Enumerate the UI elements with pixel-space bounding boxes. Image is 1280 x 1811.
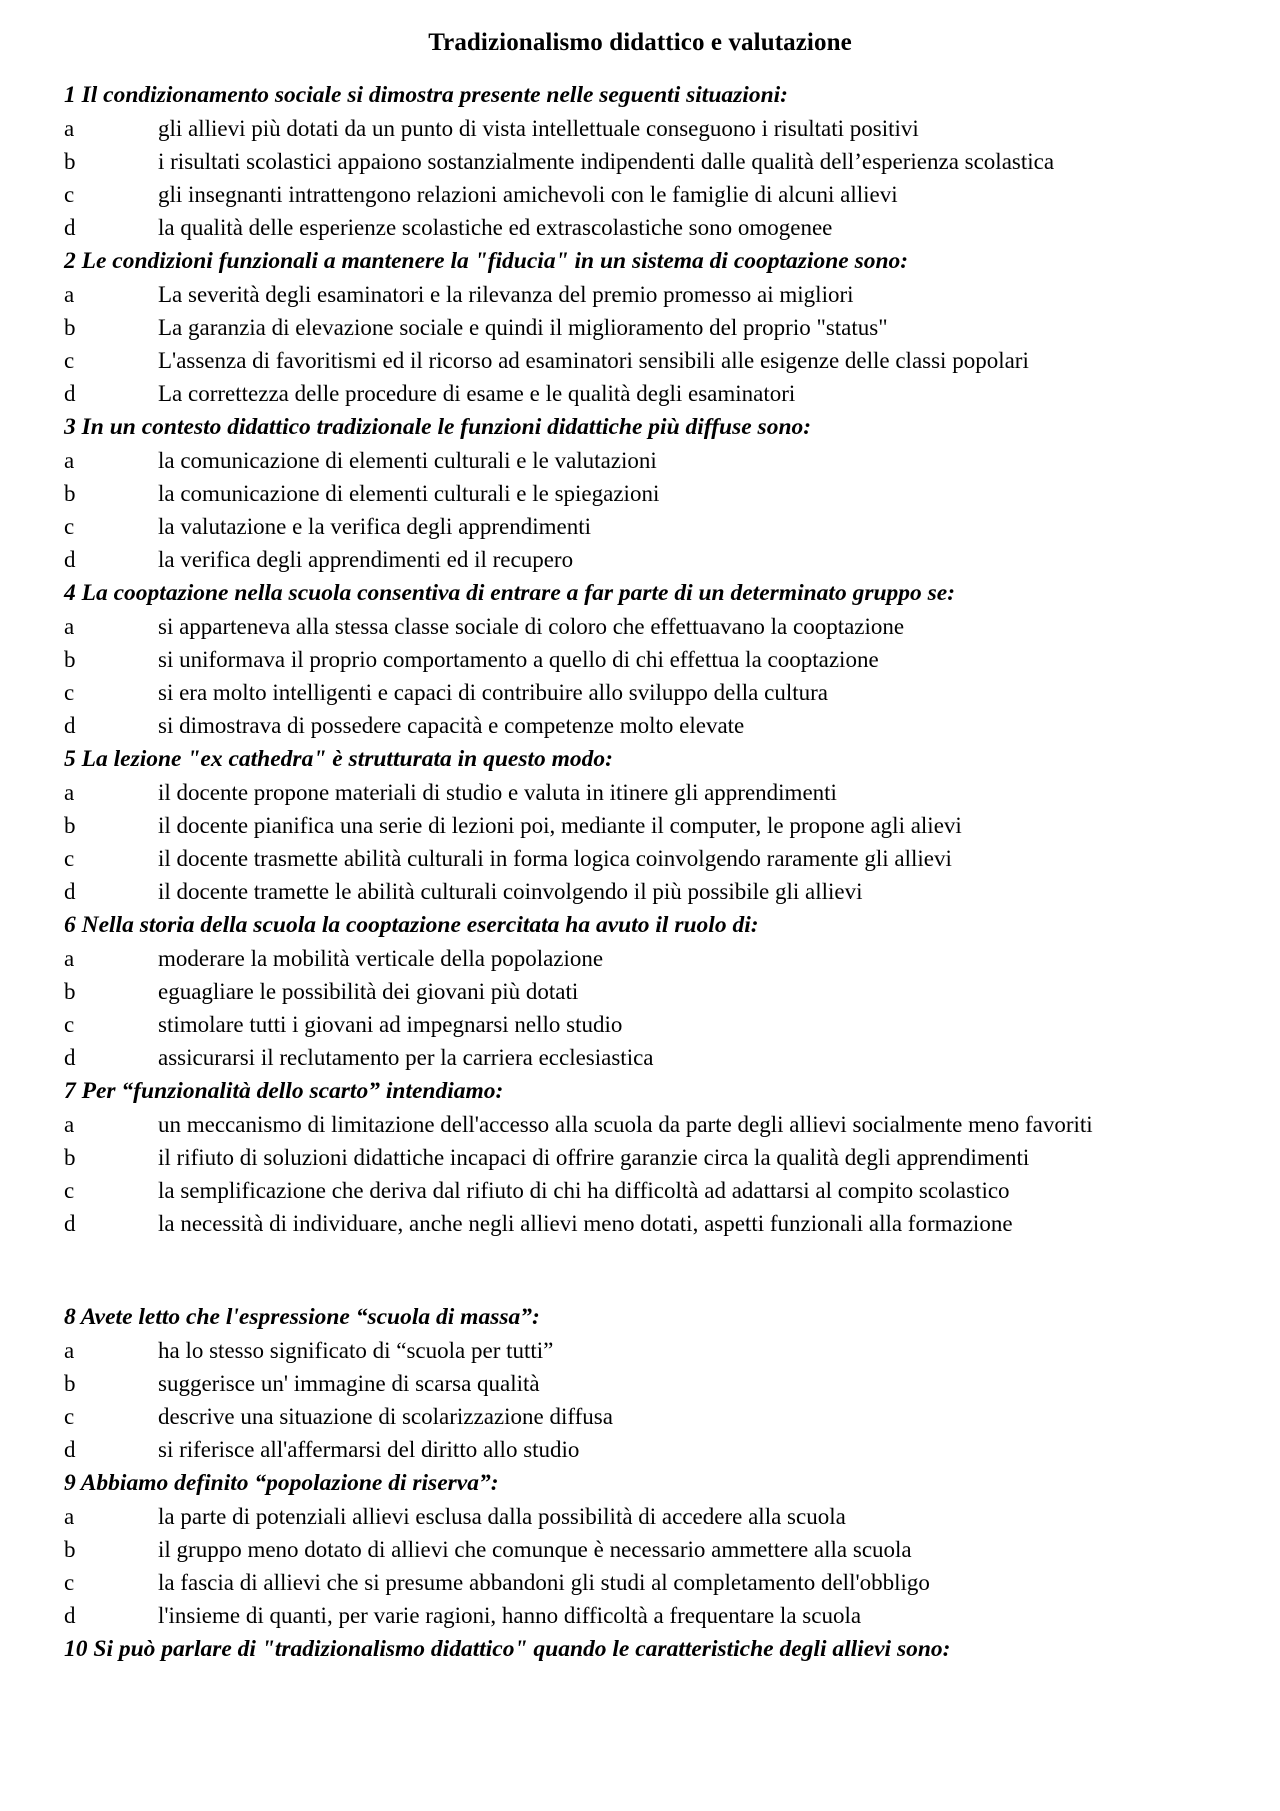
option-text: si apparteneva alla stessa classe sociale di coloro che effettuavano la cooptazione: [158, 614, 905, 639]
option-text: si era molto intelligenti e capaci di contribuire allo sviluppo della cultura: [158, 680, 828, 705]
question-list: [0, 78, 1280, 1666]
option-text: eguagliare le possibilità dei giovani più dotati: [158, 979, 579, 1004]
option-text: la comunicazione di elementi culturali e le spiegazioni: [158, 481, 660, 506]
answer-option: [64, 676, 1190, 709]
option-text: si dimostrava di possedere capacità e competenze molto elevate: [158, 713, 745, 738]
question-block: [64, 576, 1190, 742]
option-text: ha lo stesso significato di “scuola per tutti”: [158, 1338, 554, 1363]
option-letter: c: [64, 182, 75, 207]
answer-option: [64, 112, 1190, 145]
option-text: la verifica degli apprendimenti ed il recupero: [158, 547, 574, 572]
answer-option: [64, 1041, 1190, 1074]
answer-option: [64, 311, 1190, 344]
option-letter: a: [64, 780, 75, 805]
question-text: 8 Avete letto che l'espressione “scuola di massa”:: [64, 1304, 540, 1330]
question-text: 2 Le condizioni funzionali a mantenere la "fiducia" in un sistema di cooptazione sono:: [64, 248, 909, 274]
section-gap: [0, 1240, 1280, 1300]
option-text: la qualità delle esperienze scolastiche ed extrascolastiche sono omogenee: [158, 215, 833, 240]
option-text: il docente propone materiali di studio e valuta in itinere gli apprendimenti: [158, 780, 837, 805]
option-letter: a: [64, 1338, 75, 1363]
option-letter: d: [64, 547, 76, 572]
question-text: 4 La cooptazione nella scuola consentiva di entrare a far parte di un determinato gruppo se:: [64, 580, 956, 606]
question-block: [64, 1466, 1190, 1632]
option-letter: b: [64, 1537, 76, 1562]
question-block: [64, 908, 1190, 1074]
option-letter: d: [64, 1211, 76, 1236]
question-block: [64, 1300, 1190, 1466]
answer-option: [64, 975, 1190, 1008]
option-letter: a: [64, 614, 75, 639]
option-text: La garanzia di elevazione sociale e quindi il miglioramento del proprio "status": [158, 315, 888, 340]
answer-option: [64, 643, 1190, 676]
option-text: si riferisce all'affermarsi del diritto allo studio: [158, 1437, 580, 1462]
option-text: gli insegnanti intrattengono relazioni amichevoli con le famiglie di alcuni allievi: [158, 182, 898, 207]
answer-option: [64, 1174, 1190, 1207]
option-text: la parte di potenziali allievi esclusa dalla possibilità di accedere alla scuola: [158, 1504, 846, 1529]
option-letter: d: [64, 215, 76, 240]
answer-option: [64, 875, 1190, 908]
option-text: L'assenza di favoritismi ed il ricorso ad esaminatori sensibili alle esigenze delle classi popolari: [158, 348, 1029, 373]
question-text: 7 Per “funzionalità dello scarto” intendiamo:: [64, 1078, 504, 1104]
answer-option: [64, 278, 1190, 311]
option-letter: c: [64, 348, 75, 373]
question-text: 9 Abbiamo definito “popolazione di riserva”:: [64, 1470, 499, 1496]
option-letter: a: [64, 1504, 75, 1529]
option-text: moderare la mobilità verticale della popolazione: [158, 946, 604, 971]
option-text: la necessità di individuare, anche negli allievi meno dotati, aspetti funzionali alla formazione: [158, 1211, 1013, 1236]
question-block: [64, 410, 1190, 576]
option-letter: d: [64, 713, 76, 738]
option-letter: a: [64, 282, 75, 307]
answer-option: [64, 543, 1190, 576]
option-letter: b: [64, 481, 76, 506]
option-text: descrive una situazione di scolarizzazione diffusa: [158, 1404, 613, 1429]
answer-option: [64, 344, 1190, 377]
option-letter: a: [64, 1112, 75, 1137]
answer-option: [64, 1566, 1190, 1599]
answer-option: [64, 809, 1190, 842]
answer-option: [64, 1207, 1190, 1240]
option-letter: b: [64, 813, 76, 838]
option-letter: b: [64, 647, 76, 672]
option-letter: d: [64, 879, 76, 904]
question-block: [64, 244, 1190, 410]
option-text: un meccanismo di limitazione dell'accesso alla scuola da parte degli allievi socialmente meno favoriti: [158, 1112, 1093, 1137]
option-text: il docente trasmette abilità culturali in forma logica coinvolgendo raramente gli allievi: [158, 846, 952, 871]
option-text: si uniformava il proprio comportamento a quello di chi effettua la cooptazione: [158, 647, 879, 672]
option-letter: d: [64, 1045, 76, 1070]
option-text: il rifiuto di soluzioni didattiche incapaci di offrire garanzie circa la qualità degli apprendimenti: [158, 1145, 1030, 1170]
option-letter: c: [64, 1570, 75, 1595]
answer-option: [64, 709, 1190, 742]
option-letter: b: [64, 149, 76, 174]
option-text: l'insieme di quanti, per varie ragioni, hanno difficoltà a frequentare la scuola: [158, 1603, 862, 1628]
answer-option: [64, 1334, 1190, 1367]
option-letter: c: [64, 514, 75, 539]
option-letter: a: [64, 448, 75, 473]
question-text: 3 In un contesto didattico tradizionale le funzioni didattiche più diffuse sono:: [64, 414, 812, 440]
answer-option: [64, 1500, 1190, 1533]
question-block: [64, 78, 1190, 244]
answer-option: [64, 444, 1190, 477]
answer-option: [64, 610, 1190, 643]
answer-option: [64, 1533, 1190, 1566]
answer-option: [64, 842, 1190, 875]
option-letter: d: [64, 381, 76, 406]
option-text: i risultati scolastici appaiono sostanzialmente indipendenti dalle qualità dell’esperienza scolastica: [158, 149, 1055, 174]
option-text: la valutazione e la verifica degli apprendimenti: [158, 514, 591, 539]
option-text: assicurarsi il reclutamento per la carriera ecclesiastica: [158, 1045, 654, 1070]
answer-option: [64, 1400, 1190, 1433]
answer-option: [64, 178, 1190, 211]
question-block: [64, 742, 1190, 908]
question-text: 5 La lezione "ex cathedra" è strutturata in questo modo:: [64, 746, 613, 772]
answer-option: [64, 510, 1190, 543]
page-title: Tradizionalismo didattico e valutazione: [428, 29, 852, 56]
option-text: il gruppo meno dotato di allievi che comunque è necessario ammettere alla scuola: [158, 1537, 912, 1562]
answer-option: [64, 211, 1190, 244]
answer-option: [64, 1433, 1190, 1466]
option-letter: a: [64, 946, 75, 971]
option-letter: b: [64, 979, 76, 1004]
answer-option: [64, 1008, 1190, 1041]
question-text: 1 Il condizionamento sociale si dimostra presente nelle seguenti situazioni:: [64, 82, 788, 108]
option-text: la comunicazione di elementi culturali e le valutazioni: [158, 448, 657, 473]
option-letter: c: [64, 680, 75, 705]
option-text: la semplificazione che deriva dal rifiuto di chi ha difficoltà ad adattarsi al compito scolastico: [158, 1178, 1010, 1203]
answer-option: [64, 1108, 1190, 1141]
option-letter: a: [64, 116, 75, 141]
option-letter: b: [64, 1145, 76, 1170]
answer-option: [64, 1367, 1190, 1400]
answer-option: [64, 145, 1190, 178]
option-letter: d: [64, 1603, 76, 1628]
option-text: La severità degli esaminatori e la rilevanza del premio promesso ai migliori: [158, 282, 854, 307]
answer-option: [64, 1599, 1190, 1632]
question-block: [64, 1632, 1190, 1666]
question-text: 6 Nella storia della scuola la cooptazione esercitata ha avuto il ruolo di:: [64, 912, 759, 938]
option-text: il docente tramette le abilità culturali coinvolgendo il più possibile gli allievi: [158, 879, 863, 904]
answer-option: [64, 1141, 1190, 1174]
question-block: [64, 1074, 1190, 1240]
answer-option: [64, 477, 1190, 510]
answer-option: [64, 377, 1190, 410]
answer-option: [64, 942, 1190, 975]
option-letter: d: [64, 1437, 76, 1462]
option-text: suggerisce un' immagine di scarsa qualità: [158, 1371, 540, 1396]
option-letter: c: [64, 846, 75, 871]
option-letter: c: [64, 1178, 75, 1203]
option-letter: b: [64, 1371, 76, 1396]
option-text: la fascia di allievi che si presume abbandoni gli studi al completamento dell'obbligo: [158, 1570, 930, 1595]
question-text: 10 Si può parlare di "tradizionalismo didattico" quando le caratteristiche degli allievi sono:: [64, 1636, 951, 1662]
option-letter: b: [64, 315, 76, 340]
option-text: gli allievi più dotati da un punto di vista intellettuale conseguono i risultati positivi: [158, 116, 919, 141]
option-text: La correttezza delle procedure di esame e le qualità degli esaminatori: [158, 381, 796, 406]
option-text: il docente pianifica una serie di lezioni poi, mediante il computer, le propone agli alievi: [158, 813, 962, 838]
option-letter: c: [64, 1404, 75, 1429]
option-text: stimolare tutti i giovani ad impegnarsi nello studio: [158, 1012, 623, 1037]
answer-option: [64, 776, 1190, 809]
option-letter: c: [64, 1012, 75, 1037]
